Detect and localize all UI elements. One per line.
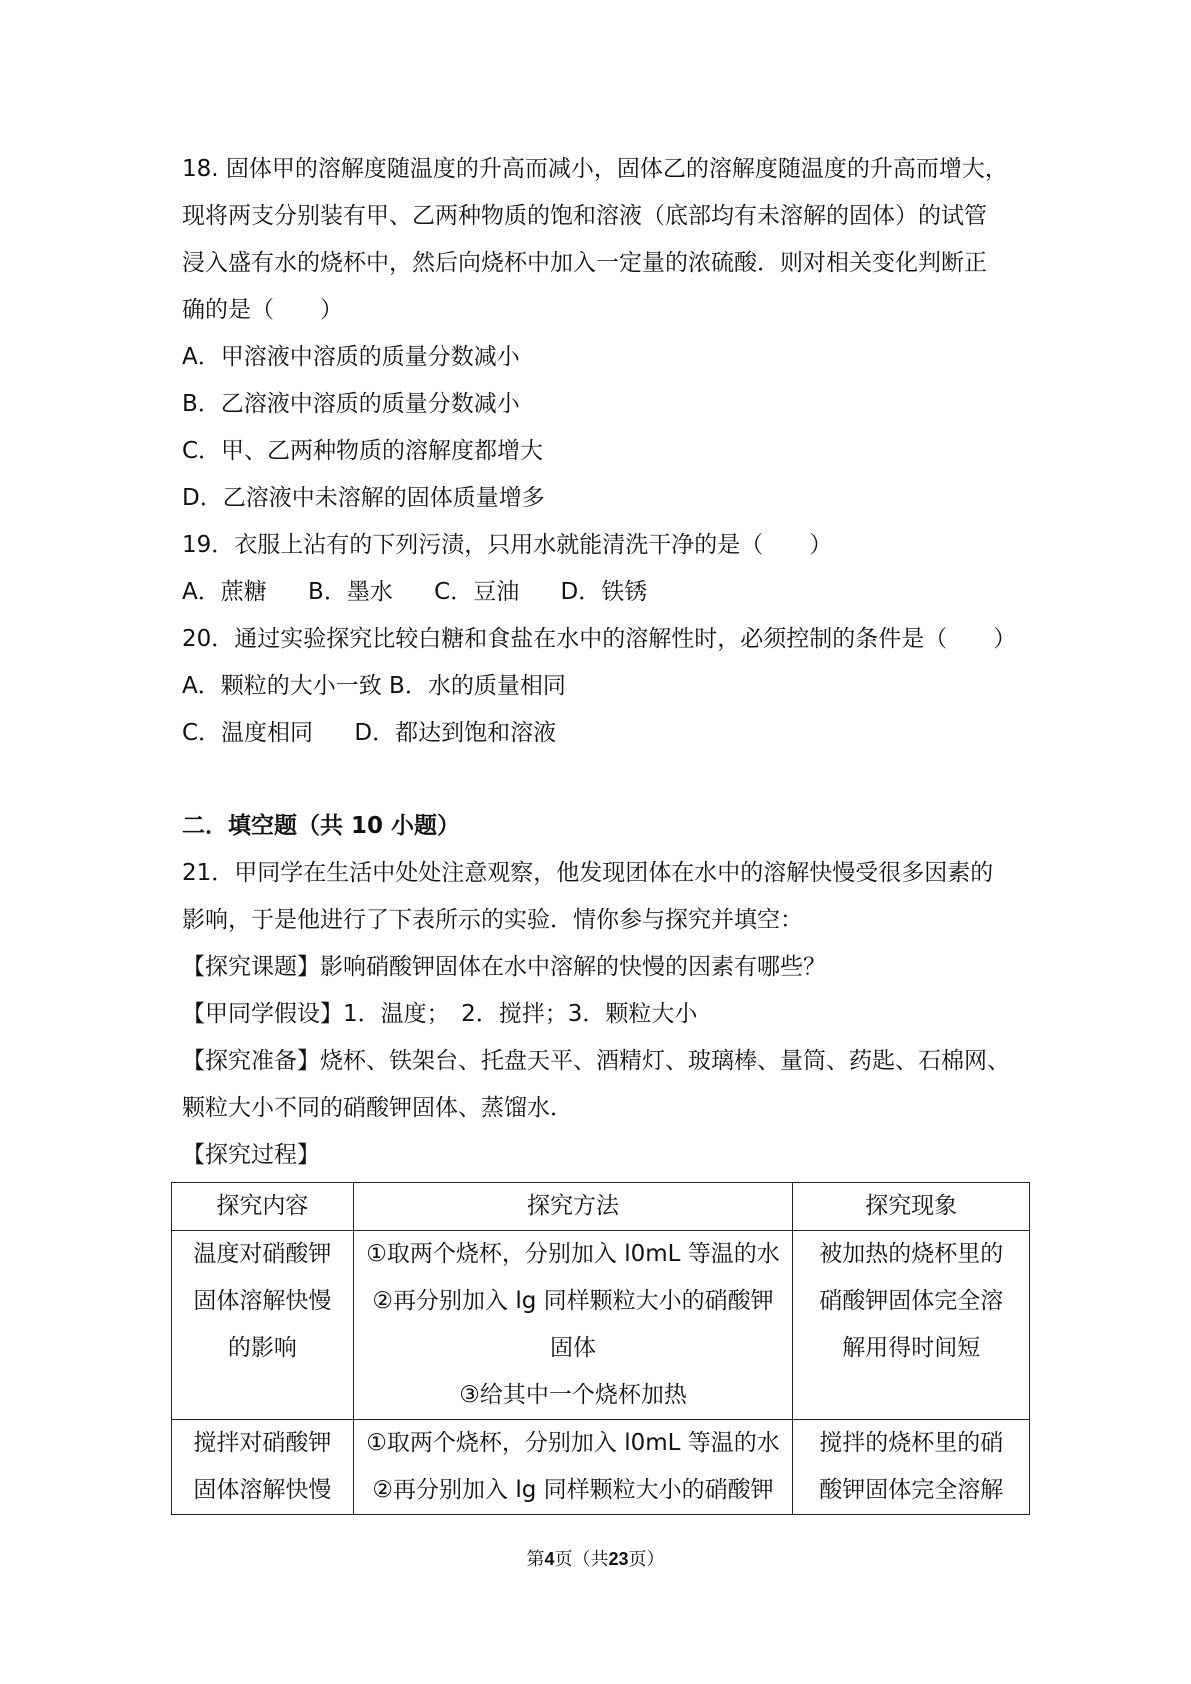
question-19-option-a: A．蔗糖 [182,579,267,605]
table-cell-method [353,1420,793,1515]
table-cell-content [172,1420,354,1515]
table-cell-method [353,1231,793,1420]
table-header-row [172,1183,1030,1231]
footer-page-number: 4 [544,1549,555,1569]
section-spacer [182,757,1042,803]
question-19 [182,522,1042,616]
question-18-option-c: C．甲、乙两种物质的溶解度都增大 [182,438,544,464]
cell-line: 被加热的烧杯里的 [819,1241,1004,1267]
question-18-line-1: 18. 固体甲的溶解度随温度的升高而减小，固体乙的溶解度随温度的升高而增大， [182,156,1008,182]
experiment-table [171,1182,1030,1515]
table-row [172,1231,1030,1420]
question-20-stem: 20．通过实验探究比较白糖和食盐在水中的溶解性时，必须控制的条件是（ ） [182,626,1017,652]
table-row [172,1420,1030,1515]
cell-line: 解用得时间短 [842,1335,981,1361]
footer-suffix: 页） [628,1549,665,1570]
question-21-preparation-2: 颗粒大小不同的硝酸钾固体、蒸馏水． [182,1095,573,1121]
cell-line: ①取两个烧杯，分别加入 l0mL 等温的水 [366,1430,780,1456]
page-footer [0,1545,1191,1571]
question-20-options-line-1: A．颗粒的大小一致 B．水的质量相同 [182,673,566,699]
page-content [182,146,1042,1179]
question-21-hypothesis: 【甲同学假设】1．温度； 2．搅拌；3．颗粒大小 [182,1001,698,1027]
footer-total-pages: 23 [608,1549,629,1569]
question-18-option-d: D．乙溶液中未溶解的固体质量增多 [182,485,545,511]
cell-line: 的影响 [227,1335,297,1361]
question-19-options [182,569,1042,616]
cell-line: 搅拌对硝酸钾 [193,1430,332,1456]
table-header-content: 探究内容 [172,1183,354,1231]
cell-line: 酸钾固体完全溶解 [819,1477,1004,1503]
table-header-method: 探究方法 [353,1183,793,1231]
question-19-option-b: B．墨水 [308,579,393,605]
question-20-option-c: C．温度相同 [182,720,314,746]
question-18-line-2: 现将两支分别装有甲、乙两种物质的饱和溶液（底部均有未溶解的固体）的试管 [182,203,987,229]
cell-line: ②再分别加入 lg 同样颗粒大小的硝酸钾 [372,1288,774,1314]
cell-line: 固体 [550,1335,597,1361]
question-21-line-1: 21．甲同学在生活中处处注意观察，他发现团体在水中的溶解快慢受很多因素的 [182,860,994,886]
table-header-result: 探究现象 [793,1183,1030,1231]
table-cell-result [793,1420,1030,1515]
question-21 [182,850,1042,1179]
table-cell-result [793,1231,1030,1420]
footer-prefix: 第 [526,1549,545,1570]
table-cell-content [172,1231,354,1420]
question-20 [182,616,1042,757]
cell-line: 固体溶解快慢 [193,1288,332,1314]
cell-line: 搅拌的烧杯里的硝 [819,1430,1004,1456]
question-19-option-d: D．铁锈 [560,579,648,605]
cell-line: ②再分别加入 lg 同样颗粒大小的硝酸钾 [372,1477,774,1503]
question-18-line-4: 确的是（ ） [182,297,343,323]
cell-line: ③给其中一个烧杯加热 [459,1382,687,1408]
footer-middle: 页（共 [554,1549,609,1570]
cell-line: ①取两个烧杯，分别加入 l0mL 等温的水 [366,1241,780,1267]
question-21-process-label: 【探究过程】 [182,1142,320,1168]
question-18-option-a: A．甲溶液中溶质的质量分数减小 [182,344,520,370]
question-18 [182,146,1042,522]
question-20-options-line-2 [182,710,1042,757]
cell-line: 硝酸钾固体完全溶 [819,1288,1004,1314]
question-19-stem: 19．衣服上沾有的下列污渍，只用水就能清洗干净的是（ ） [182,532,833,558]
question-21-line-2: 影响，于是他进行了下表所示的实验．情你参与探究并填空： [182,907,803,933]
cell-line: 温度对硝酸钾 [193,1241,332,1267]
cell-line: 固体溶解快慢 [193,1477,332,1503]
question-20-option-d: D．都达到饱和溶液 [354,720,557,746]
question-18-option-b: B．乙溶液中溶质的质量分数减小 [182,391,520,417]
section-title: 二．填空题（共 10 小题） [182,813,461,839]
question-18-line-3: 浸入盛有水的烧杯中，然后向烧杯中加入一定量的浓硫酸．则对相关变化判断正 [182,250,987,276]
question-21-preparation-1: 【探究准备】烧杯、铁架台、托盘天平、酒精灯、玻璃棒、量筒、药匙、石棉网、 [182,1048,1010,1074]
question-19-option-c: C．豆油 [434,579,520,605]
question-21-topic: 【探究课题】影响硝酸钾固体在水中溶解的快慢的因素有哪些？ [182,954,826,980]
